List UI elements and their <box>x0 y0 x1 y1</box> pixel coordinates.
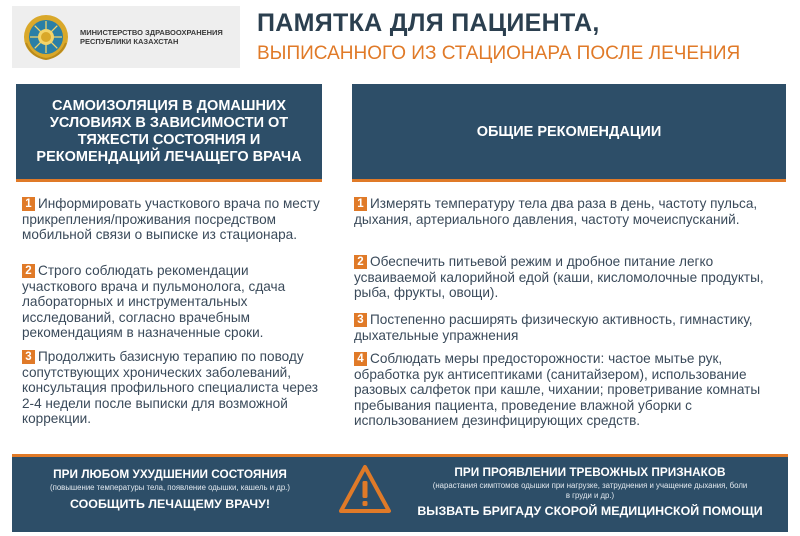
item-number: 1 <box>22 197 35 211</box>
general-recommendations-list <box>354 196 774 429</box>
ministry-logo-block <box>12 6 240 68</box>
ministry-name: МИНИСТЕРСТВО ЗДРАВООХРАНЕНИЯ РЕСПУБЛИКИ КАЗАХСТАН <box>80 28 223 46</box>
alarm-notice <box>392 465 788 518</box>
worsening-action: СООБЩИТЬ ЛЕЧАЩЕМУ ВРАЧУ! <box>70 496 270 511</box>
item-number: 3 <box>354 313 367 327</box>
kazakhstan-emblem-icon <box>22 13 70 61</box>
item-number: 4 <box>354 352 367 366</box>
worsening-subtitle: (повышение температуры тела, появление одышки, кашель и др.) <box>50 483 290 492</box>
item-number: 2 <box>354 255 367 269</box>
alarm-subtitle: (нарастания симптомов одышки при нагрузке, затруднения и учащение дыхания, боли в груди и др.) <box>432 481 748 500</box>
self-isolation-header: САМОИЗОЛЯЦИЯ В ДОМАШНИХ УСЛОВИЯХ В ЗАВИСИМОСТИ ОТ ТЯЖЕСТИ СОСТОЯНИЯ И РЕКОМЕНДАЦИЙ ЛЕЧАЩЕГО ВРАЧА <box>16 84 322 182</box>
list-item: 2 Обеспечить питьевой режим и дробное питание легко усваиваемой калорийной едой (каши, кисломолочные продукты, рыба, фрукты, овощи). <box>354 254 764 300</box>
alarm-action: ВЫЗВАТЬ БРИГАДУ СКОРОЙ МЕДИЦИНСКОЙ ПОМОЩИ <box>417 504 763 518</box>
general-recommendations-header: ОБЩИЕ РЕКОМЕНДАЦИИ <box>352 84 786 182</box>
worsening-title: ПРИ ЛЮБОМ УХУДШЕНИИ СОСТОЯНИЯ <box>53 467 287 481</box>
emergency-footer <box>12 454 788 532</box>
list-item: 3 Постепенно расширять физическую активность, гимнастику, дыхательные упражнения <box>354 312 753 343</box>
item-number: 3 <box>22 350 35 364</box>
item-number: 1 <box>354 197 367 211</box>
item-number: 2 <box>22 264 35 278</box>
list-item: 2 Строго соблюдать рекомендации участкового врача и пульмонолога, сдача лабораторных и инструментальных исследований, согласно врачебным рекомендациям в назначенные сроки. <box>22 263 286 340</box>
page-subtitle: ВЫПИСАННОГО ИЗ СТАЦИОНАРА ПОСЛЕ ЛЕЧЕНИЯ <box>257 43 741 64</box>
list-item: 1 Информировать участкового врача по месту прикрепления/проживания посредством мобильной связи о выписке из стационара. <box>22 196 320 242</box>
warning-icon <box>338 463 392 515</box>
alarm-title: ПРИ ПРОЯВЛЕНИИ ТРЕВОЖНЫХ ПРИЗНАКОВ <box>454 465 726 479</box>
list-item: 3 Продолжить базисную терапию по поводу сопутствующих хронических заболеваний, консультация профильного специалиста через 2-4 недели после выписки для возможной коррекции. <box>22 349 318 426</box>
worsening-notice <box>12 467 328 511</box>
list-item: 4 Соблюдать меры предосторожности: частое мытье рук, обработка рук антисептиками (санитайзером), использование разовых салфеток при кашле, чихании; проветривание комнаты пребывания пациента, проведение влажной уборки с использованием дезинфицирующих средств. <box>354 351 761 428</box>
list-item: 1 Измерять температуру тела два раза в день, частоту пульса, дыхания, артериального давления, частоту мочеиспусканий. <box>354 196 758 227</box>
page-title: ПАМЯТКА ДЛЯ ПАЦИЕНТА, <box>257 9 600 37</box>
self-isolation-list <box>22 196 322 427</box>
